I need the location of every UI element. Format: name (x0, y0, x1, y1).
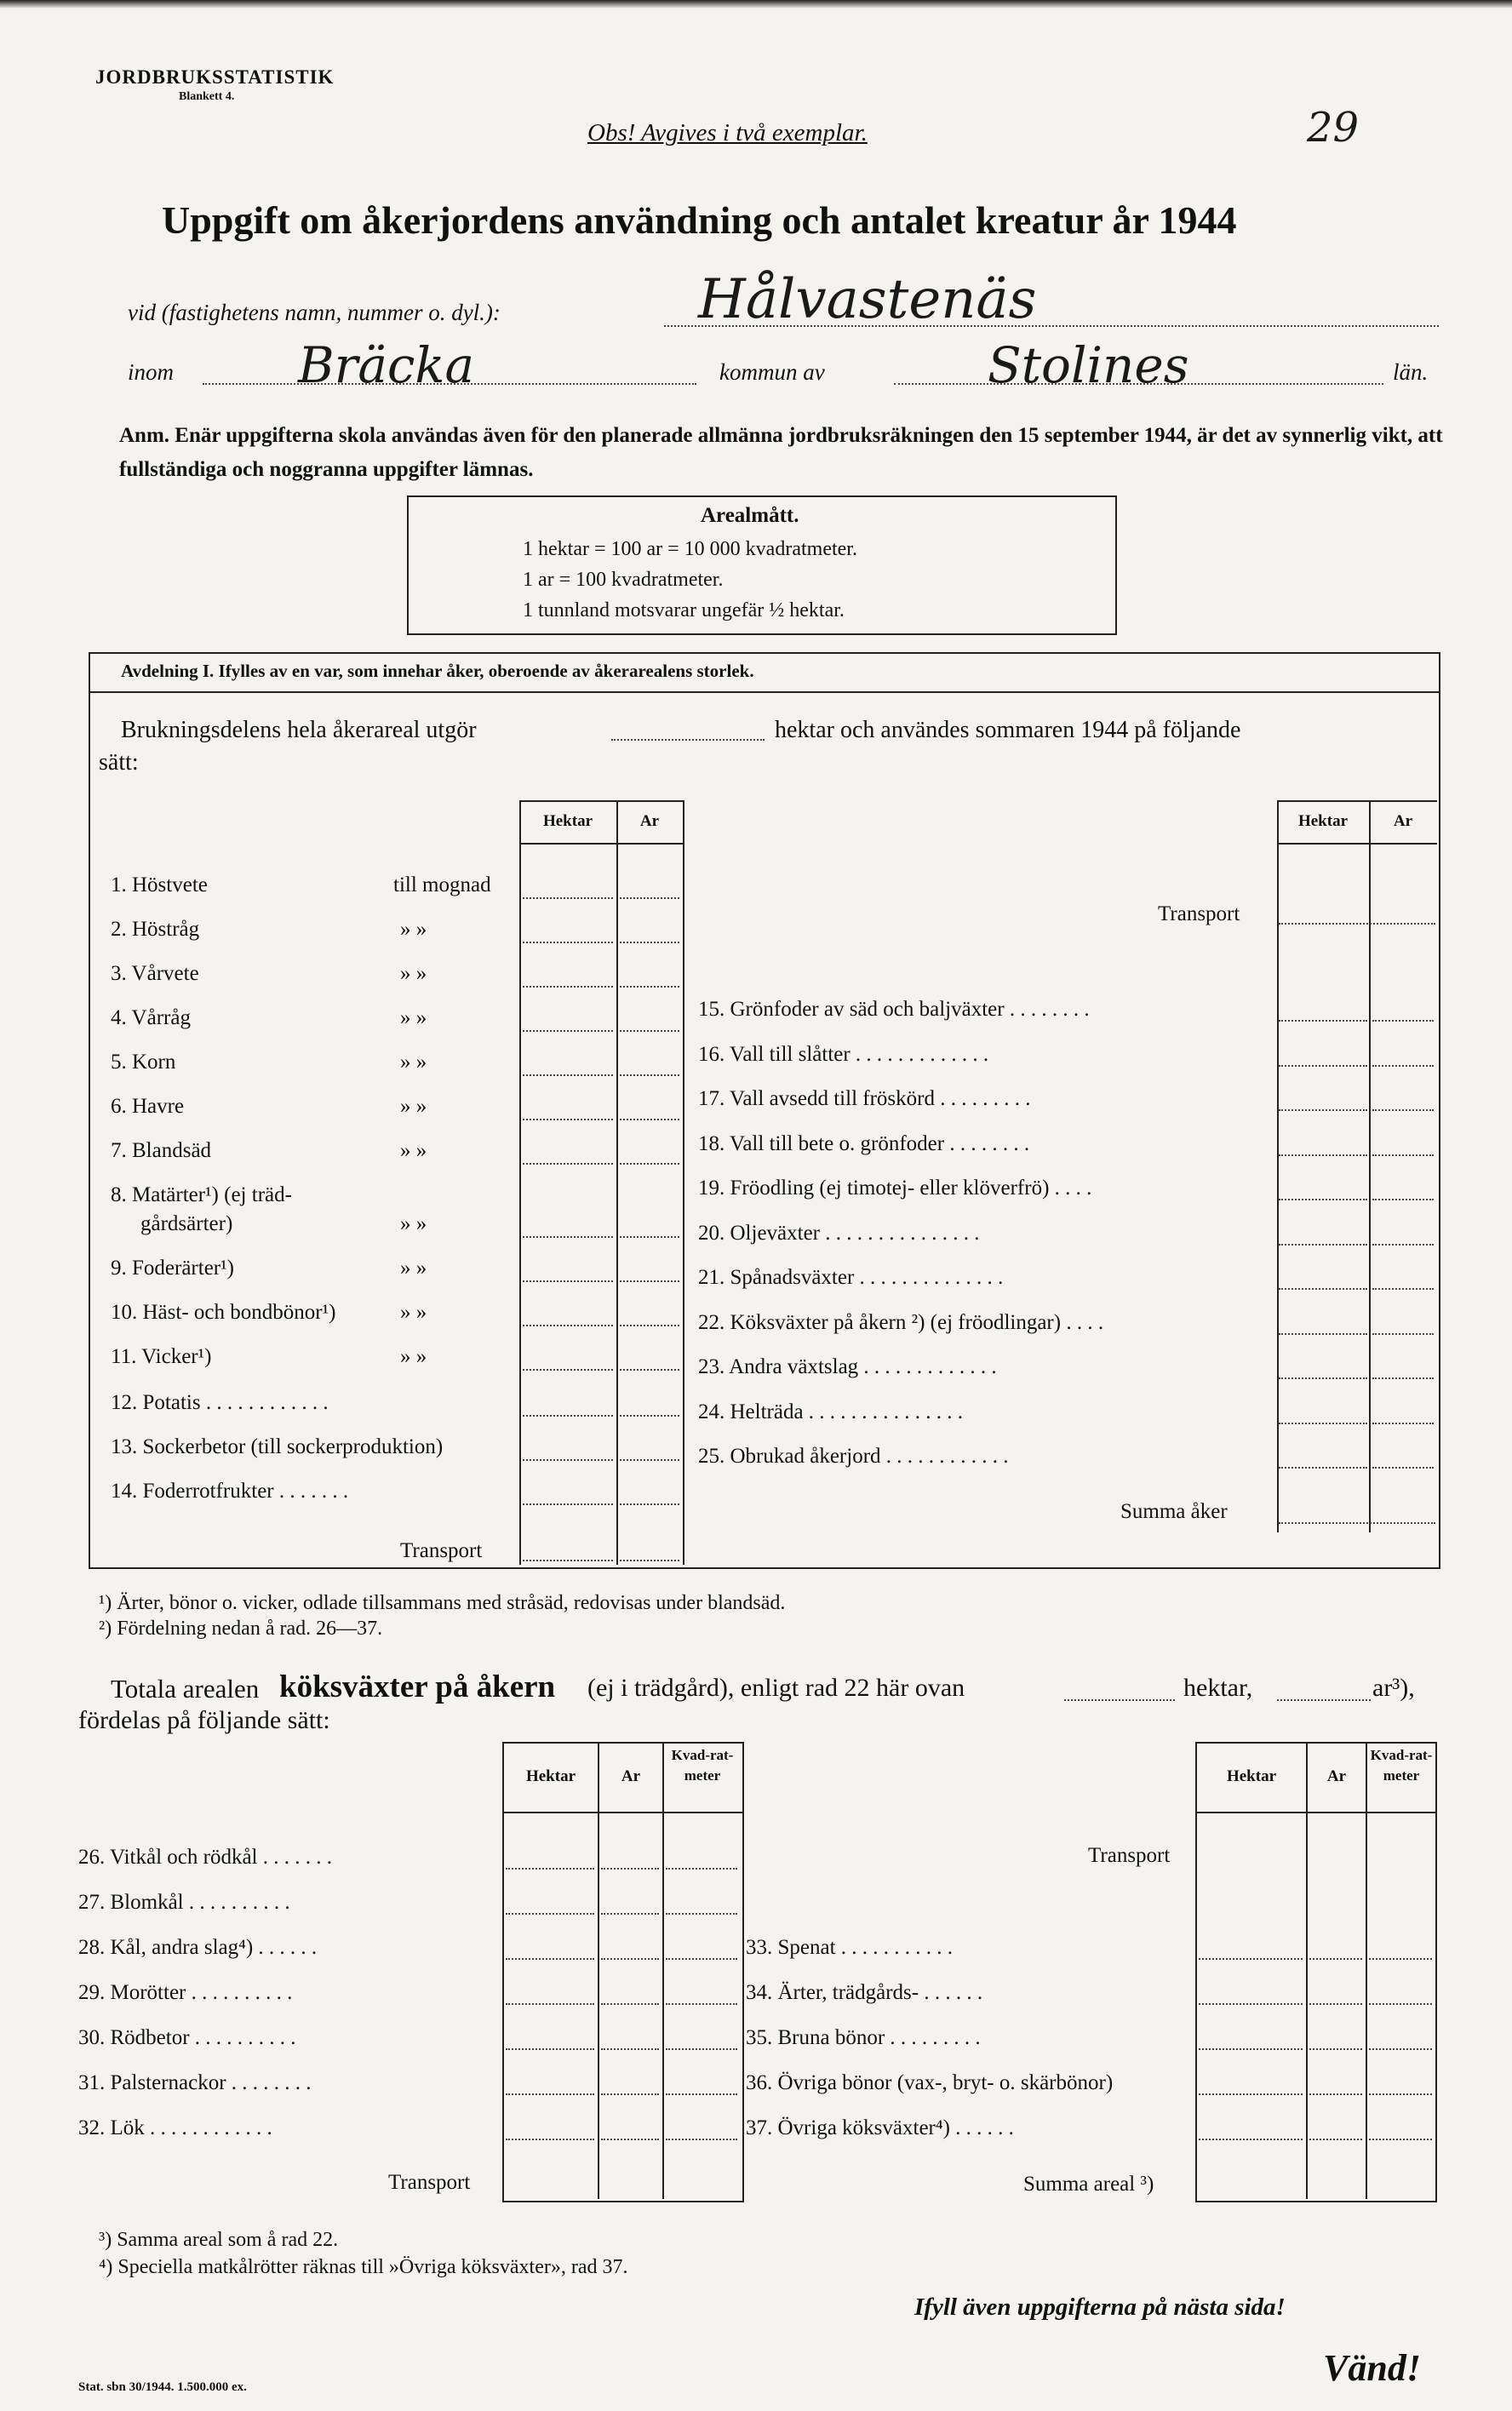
s2-left-div-1 (598, 1742, 599, 2199)
s2-right-col-ar: Ar (1326, 1767, 1347, 1785)
section-1-intro-a: Brukningsdelens hela åkerareal utgör (121, 717, 477, 743)
left-row-suffix: » » (400, 1301, 427, 1324)
left-row-suffix: till mognad (393, 873, 491, 896)
s2-right-row-label: 37. Övriga köksväxter⁴) . . . . . . (746, 2116, 1014, 2139)
left-table (519, 800, 684, 1565)
left-row-suffix: » » (400, 1051, 427, 1074)
right-row-hektar-field[interactable] (1279, 1333, 1367, 1335)
areal-line-1: 1 hektar = 100 ar = 10 000 kvadratmeter. (523, 538, 857, 560)
left-row-ar-field[interactable] (620, 1074, 679, 1076)
footnote-1: ¹) Ärter, bönor o. vicker, odlade tillsammans med stråsäd, redovisas under blandsäd. (99, 1592, 786, 1614)
right-row-hektar-field[interactable] (1279, 1109, 1367, 1111)
areal-line-3: 1 tunnland motsvarar ungefär ½ hektar. (523, 599, 845, 621)
section-2-intro-bold: köksväxter på åkern (279, 1669, 556, 1704)
s2-right-row-label: 34. Ärter, trädgårds- . . . . . . (746, 1981, 983, 2004)
section-2-intro-e: fördelas på följande sätt: (78, 1706, 330, 1734)
left-row-ar-field[interactable] (620, 1325, 679, 1326)
left-row-label: 4. Vårråg (111, 1006, 191, 1029)
right-row-label: 18. Vall till bete o. grönfoder . . . . . . . . (698, 1132, 1030, 1155)
left-row-hektar-field[interactable] (523, 1503, 613, 1505)
right-row-hektar-field[interactable] (1279, 1154, 1367, 1156)
left-row-ar-field[interactable] (620, 1119, 679, 1120)
s2-left-kvm-field[interactable] (666, 1913, 737, 1915)
s2-right-hektar-field[interactable] (1199, 2139, 1303, 2140)
left-row-label: 6. Havre (111, 1095, 185, 1118)
right-row-hektar-field[interactable] (1279, 1288, 1367, 1290)
total-area-line (611, 739, 765, 741)
left-transport-ar-field[interactable] (620, 1560, 679, 1561)
left-row-hektar-field[interactable] (523, 1236, 613, 1238)
left-row-label: gårdsärter) (140, 1212, 233, 1235)
left-row-ar-field[interactable] (620, 1415, 679, 1417)
section-2-intro-c: hektar, (1183, 1674, 1253, 1702)
right-row-label: 16. Vall till slåtter . . . . . . . . . . . . . (698, 1043, 989, 1066)
left-row-label: 7. Blandsäd (111, 1139, 212, 1162)
section-1-intro-c: sätt: (99, 749, 139, 776)
footnote-2: ²) Fördelning nedan å rad. 26—37. (99, 1618, 383, 1640)
right-table-head-bottom (1277, 843, 1437, 845)
inom-field[interactable]: Bräcka (298, 336, 475, 394)
right-row-hektar-field[interactable] (1279, 1199, 1367, 1200)
s2-left-hektar-field[interactable] (506, 2048, 594, 2050)
s2-left-row-label: 28. Kål, andra slag⁴) . . . . . . (78, 1936, 318, 1959)
right-row-ar-field[interactable] (1372, 1423, 1434, 1424)
s2-left-row-label: 26. Vitkål och rödkål . . . . . . . (78, 1846, 332, 1869)
s2-left-col-hektar: Hektar (525, 1767, 576, 1785)
left-row-label: 8. Matärter¹) (ej träd- (111, 1183, 292, 1206)
right-row-ar-field[interactable] (1372, 1065, 1434, 1067)
left-row-ar-field[interactable] (620, 1369, 679, 1371)
s2-left-row-label: 32. Lök . . . . . . . . . . . . (78, 2116, 272, 2139)
left-table-head-top (519, 800, 683, 802)
left-row-ar-field[interactable] (620, 1503, 679, 1505)
left-row-hektar-field[interactable] (523, 942, 613, 943)
right-row-hektar-field[interactable] (1279, 1065, 1367, 1067)
s2-left-hektar-field[interactable] (506, 1913, 594, 1915)
s2-right-hektar-field[interactable] (1199, 2003, 1303, 2005)
section-1-heading: Avdelning I. Ifylles av en var, som innehar åker, oberoende av åkerarealens storlek. (121, 661, 754, 681)
scan-top-edge (0, 0, 1512, 9)
s2-right-transport-label: Transport (1088, 1844, 1171, 1867)
right-row-ar-field[interactable] (1372, 1109, 1434, 1111)
right-row-ar-field[interactable] (1372, 1288, 1434, 1290)
s2-left-col-kvm: Kvad-rat-meter (671, 1747, 734, 1784)
left-row-ar-field[interactable] (620, 897, 679, 899)
left-table-divider (616, 800, 618, 1565)
section-1-heading-rule (89, 691, 1439, 693)
left-row-label: 12. Potatis . . . . . . . . . . . . (111, 1391, 329, 1414)
s2-left-kvm-field[interactable] (666, 2093, 737, 2095)
kok-hektar-line[interactable] (1064, 1699, 1175, 1701)
s2-left-kvm-field[interactable] (666, 1868, 737, 1870)
s2-left-kvm-field[interactable] (666, 1958, 737, 1960)
left-transport-label: Transport (400, 1539, 483, 1562)
next-page-note: Ifyll även uppgifterna på nästa sida! (914, 2294, 1286, 2321)
s2-left-head-bottom (502, 1812, 742, 1813)
right-row-hektar-field[interactable] (1279, 1377, 1367, 1379)
left-col-ar: Ar (639, 812, 660, 830)
s2-left-transport-label: Transport (388, 2171, 471, 2194)
left-row-ar-field[interactable] (620, 1163, 679, 1165)
left-row-label: 13. Sockerbetor (till sockerproduktion) (111, 1435, 444, 1458)
right-row-label: 21. Spånadsväxter . . . . . . . . . . . . . . (698, 1266, 1004, 1289)
right-row-ar-field[interactable] (1372, 1020, 1434, 1022)
s2-left-div-2 (662, 1742, 664, 2199)
left-row-suffix: » » (400, 962, 427, 985)
left-row-label: 3. Vårvete (111, 962, 199, 985)
left-row-suffix: » » (400, 1212, 427, 1235)
right-row-ar-field[interactable] (1372, 1199, 1434, 1200)
right-row-hektar-field[interactable] (1279, 1467, 1367, 1469)
s2-left-ar-field[interactable] (601, 1868, 659, 1870)
right-row-ar-field[interactable] (1372, 1244, 1434, 1246)
left-row-suffix: » » (400, 1006, 427, 1029)
note: Anm. Enär uppgifterna skola användas även för den planerade allmänna jordbruksräkningen den 15 september 1944, är det av synnerlig vikt, att fullständiga och noggranna uppgifter lämnas. (119, 424, 1443, 481)
left-row-label: 2. Höstråg (111, 918, 200, 941)
right-row-ar-field[interactable] (1372, 1333, 1434, 1335)
s2-left-ar-field[interactable] (601, 2003, 659, 2005)
left-row-ar-field[interactable] (620, 986, 679, 988)
left-row-hektar-field[interactable] (523, 1119, 613, 1120)
s2-right-col-hektar: Hektar (1226, 1767, 1277, 1785)
right-row-label: 23. Andra växtslag . . . . . . . . . . . . . (698, 1355, 997, 1378)
s2-right-kvm-field[interactable] (1369, 1958, 1432, 1960)
left-row-label: 1. Höstvete (111, 873, 208, 896)
right-table-head-top (1277, 800, 1437, 802)
areal-line-2: 1 ar = 100 kvadratmeter. (523, 569, 724, 591)
left-row-label: 10. Häst- och bondbönor¹) (111, 1301, 336, 1324)
right-transport-label: Transport (1158, 902, 1240, 925)
s2-left-ar-field[interactable] (601, 2139, 659, 2140)
s2-left-hektar-field[interactable] (506, 2139, 594, 2140)
right-row-ar-field[interactable] (1372, 1377, 1434, 1379)
page-title: Uppgift om åkerjordens användning och antalet kreatur år 1944 (162, 198, 1237, 242)
left-row-hektar-field[interactable] (523, 1459, 613, 1461)
s2-right-kvm-field[interactable] (1369, 2003, 1432, 2005)
left-row-label: 14. Foderrotfrukter . . . . . . . (111, 1480, 349, 1503)
left-row-ar-field[interactable] (620, 942, 679, 943)
s2-right-row-label: 33. Spenat . . . . . . . . . . . (746, 1936, 954, 1959)
left-row-hektar-field[interactable] (523, 1325, 613, 1326)
s2-left-hektar-field[interactable] (506, 1868, 594, 1870)
kommun-label: kommun av (719, 359, 825, 385)
right-row-hektar-field[interactable] (1279, 1423, 1367, 1424)
s2-left-ar-field[interactable] (601, 2048, 659, 2050)
section-2-intro-a: Totala arealen (111, 1674, 260, 1704)
s2-left-hektar-field[interactable] (506, 1958, 594, 1960)
s2-right-div-1 (1306, 1742, 1308, 2199)
page-number: 29 (1307, 104, 1360, 152)
s2-left-row-label: 31. Palsternackor . . . . . . . . (78, 2071, 312, 2094)
right-row-label: 19. Fröodling (ej timotej- eller klöverfrö) . . . . (698, 1177, 1092, 1200)
right-row-label: 24. Helträda . . . . . . . . . . . . . . . (698, 1400, 964, 1423)
section-2-intro-d: ar³), (1372, 1674, 1415, 1702)
s2-left-kvm-field[interactable] (666, 2139, 737, 2140)
s2-left-kvm-field[interactable] (666, 2003, 737, 2005)
left-row-suffix: » » (400, 1345, 427, 1368)
s2-right-row-label: 35. Bruna bönor . . . . . . . . . (746, 2026, 981, 2049)
left-row-hektar-field[interactable] (523, 1163, 613, 1165)
right-transport-field[interactable] (1279, 923, 1435, 925)
right-table-divider (1369, 800, 1371, 1532)
s2-right-kvm-field[interactable] (1369, 2139, 1432, 2140)
turn-note: Vänd! (1323, 2347, 1421, 2389)
s2-right-ar-field[interactable] (1309, 2048, 1362, 2050)
left-row-label: 11. Vicker¹) (111, 1345, 212, 1368)
left-row-label: 9. Foderärter¹) (111, 1257, 234, 1280)
inom-label: inom (128, 359, 174, 385)
right-row-label: 20. Oljeväxter . . . . . . . . . . . . . . . (698, 1222, 980, 1245)
left-row-hektar-field[interactable] (523, 1074, 613, 1076)
s2-left-col-ar: Ar (621, 1767, 641, 1785)
right-row-label: 25. Obrukad åkerjord . . . . . . . . . . . . (698, 1445, 1009, 1468)
left-row-hektar-field[interactable] (523, 1030, 613, 1032)
copies-notice: Obs! Avgives i två exemplar. (587, 119, 868, 146)
footnote-4: ⁴) Speciella matkålrötter räknas till »Övriga köksväxter», rad 37. (99, 2256, 628, 2278)
right-row-ar-field[interactable] (1372, 1467, 1434, 1469)
right-row-hektar-field[interactable] (1279, 1244, 1367, 1246)
right-col-ar: Ar (1393, 812, 1413, 830)
vid-field[interactable]: Hålvastenäs (698, 268, 1037, 331)
s2-right-div-2 (1366, 1742, 1367, 2199)
s2-right-ar-field[interactable] (1309, 2139, 1362, 2140)
summa-aker-label: Summa åker (1120, 1500, 1228, 1523)
left-row-hektar-field[interactable] (523, 986, 613, 988)
left-row-suffix: » » (400, 1095, 427, 1118)
right-row-label: 15. Grönfoder av säd och baljväxter . . . . . . . . (698, 998, 1090, 1021)
section-2-intro-b: (ej i trädgård), enligt rad 22 här ovan (587, 1674, 965, 1702)
print-info: Stat. sbn 30/1944. 1.500.000 ex. (78, 2380, 247, 2394)
left-row-hektar-field[interactable] (523, 897, 613, 899)
section-1-intro-b: hektar och användes sommaren 1944 på följande (775, 717, 1241, 743)
areal-title: Arealmått. (701, 504, 799, 527)
left-row-suffix: » » (400, 918, 427, 941)
s2-left-ar-field[interactable] (601, 2093, 659, 2095)
org-name: JORDBRUKSSTATISTIK (95, 66, 335, 88)
left-row-suffix: » » (400, 1139, 427, 1162)
s2-right-kvm-field[interactable] (1369, 2093, 1432, 2095)
s2-right-kvm-field[interactable] (1369, 2048, 1432, 2050)
s2-right-ar-field[interactable] (1309, 2003, 1362, 2005)
right-col-hektar: Hektar (1297, 812, 1349, 830)
right-row-ar-field[interactable] (1372, 1154, 1434, 1156)
s2-right-head-bottom (1195, 1812, 1435, 1813)
left-transport-hektar-field[interactable] (523, 1560, 613, 1561)
s2-left-ar-field[interactable] (601, 1913, 659, 1915)
s2-left-hektar-field[interactable] (506, 2003, 594, 2005)
s2-right-hektar-field[interactable] (1199, 2093, 1303, 2095)
s2-right-col-kvm: Kvad-rat-meter (1370, 1747, 1433, 1784)
s2-left-row-label: 27. Blomkål . . . . . . . . . . (78, 1891, 290, 1914)
form-number: Blankett 4. (179, 90, 235, 103)
s2-right-hektar-field[interactable] (1199, 1958, 1303, 1960)
s2-left-ar-field[interactable] (601, 1958, 659, 1960)
right-row-label: 22. Köksväxter på åkern ²) (ej fröodlingar) . . . . (698, 1311, 1104, 1334)
kok-ar-line[interactable] (1277, 1699, 1371, 1701)
s2-left-row-label: 29. Morötter . . . . . . . . . . (78, 1981, 293, 2004)
s2-right-ar-field[interactable] (1309, 2093, 1362, 2095)
s2-left-row-label: 30. Rödbetor . . . . . . . . . . (78, 2026, 296, 2049)
left-row-hektar-field[interactable] (523, 1280, 613, 1282)
s2-right-hektar-field[interactable] (1199, 2048, 1303, 2050)
left-row-hektar-field[interactable] (523, 1369, 613, 1371)
s2-right-row-label: 36. Övriga bönor (vax-, bryt- o. skärbönor) (746, 2071, 1114, 2094)
summa-aker-field[interactable] (1279, 1522, 1435, 1524)
vid-label: vid (fastighetens namn, nummer o. dyl.): (128, 300, 501, 325)
kommun-field[interactable]: Stolines (988, 336, 1189, 394)
left-row-label: 5. Korn (111, 1051, 176, 1074)
left-row-ar-field[interactable] (620, 1030, 679, 1032)
left-table-head-bottom (519, 843, 683, 845)
left-row-ar-field[interactable] (620, 1459, 679, 1461)
left-row-ar-field[interactable] (620, 1236, 679, 1238)
left-col-hektar: Hektar (542, 812, 593, 830)
s2-left-hektar-field[interactable] (506, 2093, 594, 2095)
right-row-label: 17. Vall avsedd till fröskörd . . . . . . . . . (698, 1087, 1031, 1110)
s2-right-ar-field[interactable] (1309, 1958, 1362, 1960)
lan-label: län. (1393, 359, 1429, 385)
s2-left-kvm-field[interactable] (666, 2048, 737, 2050)
left-row-hektar-field[interactable] (523, 1415, 613, 1417)
left-row-ar-field[interactable] (620, 1280, 679, 1282)
s2-summa-label: Summa areal ³) (1023, 2173, 1154, 2196)
right-row-hektar-field[interactable] (1279, 1020, 1367, 1022)
left-row-suffix: » » (400, 1257, 427, 1280)
footnote-3: ³) Samma areal som å rad 22. (99, 2229, 339, 2251)
